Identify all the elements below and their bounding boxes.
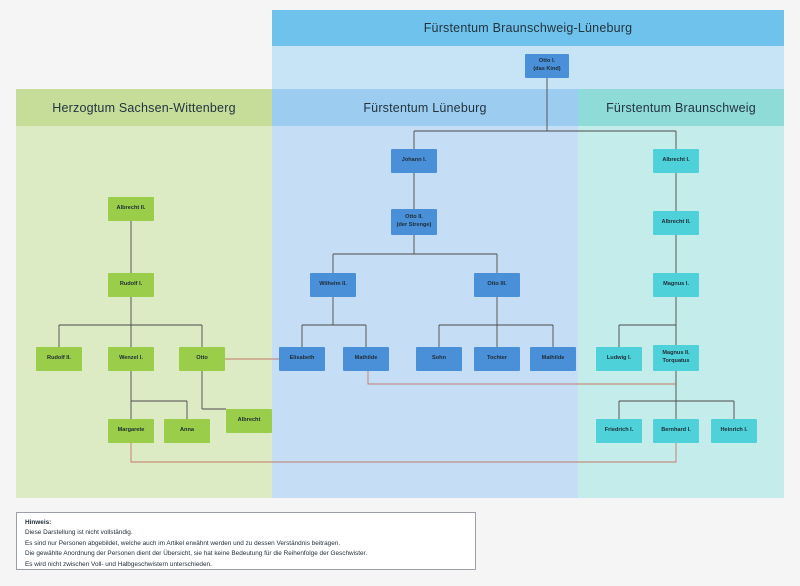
person-node-line: Mathilde bbox=[541, 355, 565, 362]
person-node-line: Otto I. bbox=[538, 58, 556, 65]
person-node-label bbox=[196, 355, 208, 363]
person-node-magnus2[interactable] bbox=[653, 345, 699, 371]
person-node-line: Wilhelm II. bbox=[319, 281, 347, 288]
person-node-albrecht2b[interactable] bbox=[653, 211, 699, 235]
band-top-title: Fürstentum Braunschweig-Lüneburg bbox=[423, 21, 633, 35]
person-node-line: Torquatus bbox=[662, 358, 690, 364]
person-node-johann1[interactable] bbox=[391, 149, 437, 173]
person-node-line: Magnus I. bbox=[663, 281, 689, 288]
person-node-label bbox=[487, 355, 507, 363]
person-node-line: Albrecht II. bbox=[661, 219, 691, 226]
person-node-line: Otto bbox=[196, 355, 208, 362]
person-node-label bbox=[319, 281, 347, 289]
person-node-label bbox=[402, 157, 427, 165]
person-node-label bbox=[180, 427, 194, 435]
legend-box bbox=[16, 512, 476, 570]
person-node-label bbox=[355, 355, 378, 363]
person-node-mathilde2[interactable] bbox=[530, 347, 576, 371]
person-node-line: Albrecht II. bbox=[116, 205, 146, 212]
person-node-label bbox=[119, 355, 143, 363]
person-node-label bbox=[533, 58, 560, 73]
person-node-label bbox=[118, 427, 145, 435]
person-node-elisabeth[interactable] bbox=[279, 347, 325, 371]
person-node-friedrich1[interactable] bbox=[596, 419, 642, 443]
person-node-albrecht2s[interactable] bbox=[108, 197, 154, 221]
column-1-title: Herzogtum Sachsen-Wittenberg bbox=[52, 100, 236, 115]
person-node-label bbox=[662, 157, 689, 165]
column-3-title: Fürstentum Braunschweig bbox=[606, 100, 756, 115]
person-node-label bbox=[607, 355, 631, 363]
person-node-label bbox=[662, 350, 689, 365]
person-node-label bbox=[432, 355, 446, 363]
person-node-wenzel1[interactable] bbox=[108, 347, 154, 371]
person-node-label bbox=[720, 427, 747, 435]
person-node-line: Margarete bbox=[117, 427, 145, 434]
person-node-line: Albrecht bbox=[237, 417, 261, 424]
person-node-label bbox=[397, 214, 432, 229]
column-2-title: Fürstentum Lüneburg bbox=[363, 100, 487, 115]
person-node-sohn[interactable] bbox=[416, 347, 462, 371]
person-node-label bbox=[290, 355, 315, 363]
person-node-line: Anna bbox=[180, 427, 194, 434]
person-node-line: Ludwig I. bbox=[606, 355, 632, 362]
person-node-line: Johann I. bbox=[401, 157, 427, 164]
legend-line-2: Es sind nur Personen abgebildet, welche auch im Artikel erwähnt werden und zu dessen Verständnis beitragen. bbox=[25, 539, 341, 547]
person-node-ludwig1[interactable] bbox=[596, 347, 642, 371]
person-node-albrecht1[interactable] bbox=[653, 149, 699, 173]
person-node-line: Sohn bbox=[432, 355, 446, 362]
person-node-bernhard1[interactable] bbox=[653, 419, 699, 443]
person-node-heinrich1[interactable] bbox=[711, 419, 757, 443]
person-node-label bbox=[120, 281, 142, 289]
legend-line-4: Es wird nicht zwischen Voll- und Halbgeschwistern unterschieden. bbox=[25, 560, 212, 568]
person-node-anna[interactable] bbox=[164, 419, 210, 443]
legend-line-1: Diese Darstellung ist nicht vollständig. bbox=[25, 529, 133, 537]
person-node-mathilde1[interactable] bbox=[343, 347, 389, 371]
legend-line-3: Die gewählte Anordnung der Personen dient der Übersicht, sie hat keine Bedeutung für die Reihenfolge der Geschwister. bbox=[25, 550, 368, 558]
person-node-line: Heinrich I. bbox=[720, 427, 748, 434]
person-node-label bbox=[605, 427, 634, 435]
person-node-label bbox=[661, 427, 691, 435]
person-node-rudolf1[interactable] bbox=[108, 273, 154, 297]
legend-title: Hinweis: bbox=[25, 519, 52, 526]
person-node-label bbox=[542, 355, 565, 363]
person-node-line: (der Strenge) bbox=[396, 222, 432, 228]
person-node-line: Albrecht I. bbox=[662, 157, 690, 164]
person-node-line: (das Kind) bbox=[533, 66, 561, 72]
person-node-otto3[interactable] bbox=[474, 273, 520, 297]
person-node-line: Friedrich I. bbox=[604, 427, 634, 434]
person-node-albrecht_s[interactable] bbox=[226, 409, 272, 433]
person-node-label bbox=[663, 281, 689, 289]
person-node-line: Otto III. bbox=[487, 281, 507, 288]
person-node-label bbox=[47, 355, 71, 363]
person-node-rudolf2[interactable] bbox=[36, 347, 82, 371]
person-node-line: Bernhard I. bbox=[661, 427, 691, 434]
person-node-label bbox=[117, 205, 146, 213]
person-node-line: Mathilde bbox=[354, 355, 378, 362]
person-node-wilhelm2[interactable] bbox=[310, 273, 356, 297]
person-node-line: Magnus II. bbox=[662, 350, 690, 357]
person-node-line: Tochter bbox=[486, 355, 508, 362]
person-node-otto_s[interactable] bbox=[179, 347, 225, 371]
person-node-line: Wenzel I. bbox=[119, 355, 143, 362]
person-node-otto1[interactable] bbox=[525, 54, 569, 78]
person-node-label bbox=[662, 219, 691, 227]
person-node-line: Elisabeth bbox=[289, 355, 315, 362]
person-node-line: Rudolf II. bbox=[47, 355, 71, 362]
person-node-otto2[interactable] bbox=[391, 209, 437, 235]
person-node-tochter[interactable] bbox=[474, 347, 520, 371]
person-node-magnus1[interactable] bbox=[653, 273, 699, 297]
person-node-line: Otto II. bbox=[405, 214, 423, 221]
person-node-label bbox=[238, 417, 261, 425]
person-node-label bbox=[487, 281, 506, 289]
person-node-line: Rudolf I. bbox=[119, 281, 143, 288]
person-node-margarete[interactable] bbox=[108, 419, 154, 443]
